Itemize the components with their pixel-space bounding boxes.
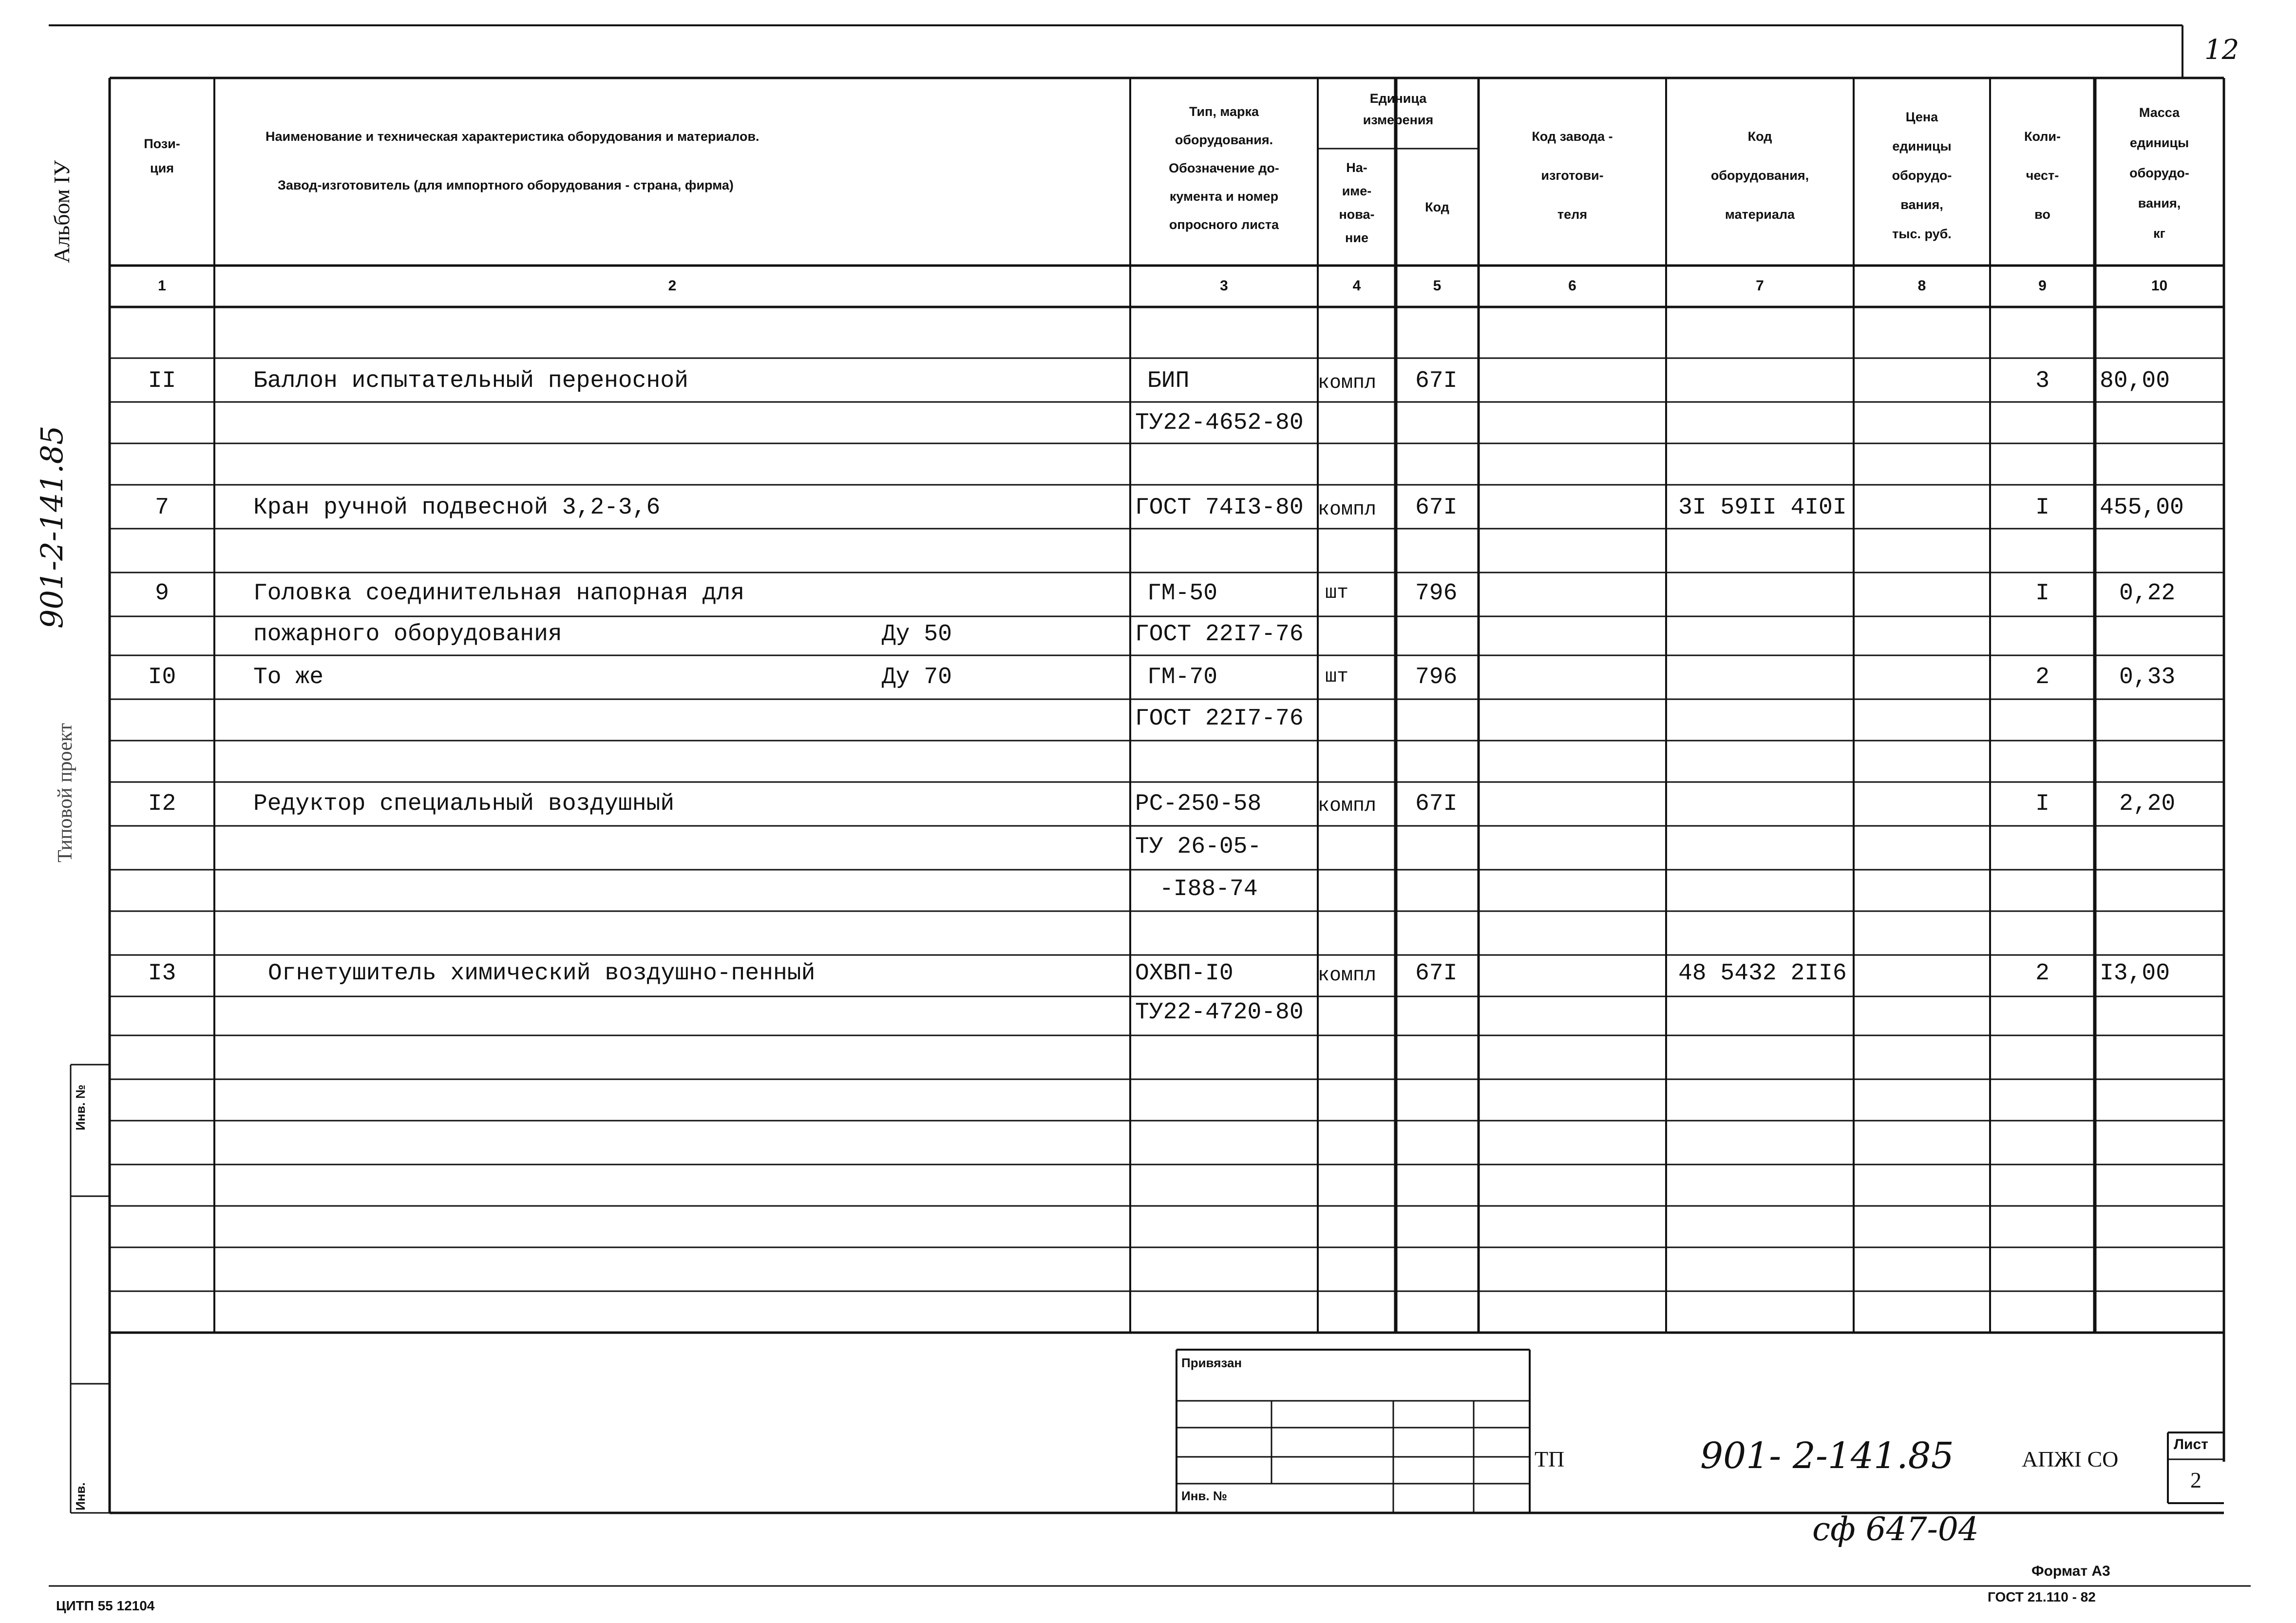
document-number: 901- 2-141.85 <box>1700 1435 1954 1477</box>
cell-unit-code: 796 <box>1415 580 1458 607</box>
tp-label: ТП <box>1535 1447 1565 1471</box>
cell-unit-code: 67I <box>1415 960 1458 987</box>
column-number: 6 <box>1568 278 1576 294</box>
header-unit-name: На- име- нова- ние <box>1339 160 1375 245</box>
cell-unit: компл <box>1318 965 1377 987</box>
cell-quantity: I <box>2035 791 2049 817</box>
document-mark: АПЖI СО <box>2022 1447 2119 1471</box>
column-number: 7 <box>1756 278 1764 294</box>
cell-type: ТУ22-4720-80 <box>1135 999 1304 1026</box>
cell-type: РС-250-58 <box>1135 791 1262 817</box>
cell-nominal-diameter: Ду 70 <box>882 664 952 690</box>
column-number: 2 <box>668 278 677 294</box>
cell-mass: 455,00 <box>2100 495 2184 521</box>
column-number: 10 <box>2151 278 2168 294</box>
header-name-line1: Наименование и техническая характеристика оборудования и материалов. <box>266 129 759 144</box>
cell-type: ГМ-70 <box>1147 664 1218 690</box>
handwritten-annotation: сф 647-04 <box>1812 1510 1979 1548</box>
header-type: Тип, марка оборудования. Обозначение до- кумента и номер опросного листа <box>1169 104 1279 232</box>
cell-quantity: 2 <box>2035 960 2049 987</box>
column-number: 3 <box>1220 278 1228 294</box>
cell-mass: I3,00 <box>2100 960 2170 987</box>
cell-unit: шт <box>1325 666 1349 688</box>
cell-type: ГОСТ 22I7-76 <box>1135 706 1304 732</box>
cell-mass: 80,00 <box>2100 368 2170 394</box>
header-manufacturer-code: Код завода - изготови- теля <box>1532 129 1613 222</box>
cell-name: Кран ручной подвесной 3,2-3,6 <box>253 495 661 521</box>
cell-name: То же <box>253 664 324 690</box>
cell-quantity: 2 <box>2035 664 2049 690</box>
cell-unit-code: 67I <box>1415 368 1458 394</box>
album-label: Альбом IУ <box>49 160 74 263</box>
sheet-label: Лист <box>2174 1436 2208 1452</box>
cell-type: ТУ22-4652-80 <box>1135 410 1304 436</box>
project-code-label: 901-2-141.85 <box>34 425 70 629</box>
citp-label: ЦИТП 55 12104 <box>56 1598 155 1613</box>
cell-type: ГМ-50 <box>1147 580 1218 607</box>
cell-quantity: I <box>2035 495 2049 521</box>
header-name-line2: Завод-изготовитель (для импортного оборудования - страна, фирма) <box>278 178 734 192</box>
cell-position: I0 <box>148 664 176 690</box>
cell-type: ГОСТ 74I3-80 <box>1135 495 1304 521</box>
cell-mass: 0,22 <box>2119 580 2176 607</box>
header-unit-mass: Масса единицы оборудо- вания, кг <box>2129 105 2189 241</box>
cell-position: I2 <box>148 791 176 817</box>
inv-bottom-label: Инв. <box>73 1482 88 1510</box>
cell-type: -I88-74 <box>1159 876 1258 902</box>
cell-unit: компл <box>1318 372 1377 394</box>
cell-mass: 2,20 <box>2119 791 2176 817</box>
cell-type: БИП <box>1147 368 1190 394</box>
sheet-number: 2 <box>2190 1468 2201 1492</box>
header-material-code: Код оборудования, материала <box>1710 129 1809 222</box>
header-unit-price: Цена единицы оборудо- вания, тыс. руб. <box>1892 110 1952 241</box>
cell-position: I3 <box>148 960 176 987</box>
column-number: 9 <box>2038 278 2047 294</box>
cell-type: ОХВП-I0 <box>1135 960 1233 987</box>
cell-position: 7 <box>155 495 169 521</box>
cell-position: II <box>148 368 176 394</box>
cell-unit: компл <box>1318 795 1377 817</box>
format-label: Формат А3 <box>2031 1563 2110 1579</box>
inv-number-label: Инв. № <box>1181 1489 1227 1503</box>
cell-unit: шт <box>1325 582 1349 604</box>
column-number: 5 <box>1433 278 1442 294</box>
cell-unit-code: 67I <box>1415 495 1458 521</box>
cell-quantity: I <box>2035 580 2049 607</box>
cell-position: 9 <box>155 580 169 607</box>
inv-top-label: Инв. № <box>73 1085 88 1130</box>
cell-type: ТУ 26-05- <box>1135 834 1262 860</box>
cell-material-code: 3I 59II 4I0I <box>1678 495 1847 521</box>
cell-quantity: 3 <box>2035 368 2049 394</box>
column-number: 1 <box>158 278 166 294</box>
cell-unit: компл <box>1318 499 1377 521</box>
cell-name: Огнетушитель химический воздушно-пенный <box>268 960 816 987</box>
cell-type: ГОСТ 22I7-76 <box>1135 621 1304 648</box>
cell-unit-code: 67I <box>1415 791 1458 817</box>
cell-name: пожарного оборудования <box>253 621 562 648</box>
cell-nominal-diameter: Ду 50 <box>882 621 952 648</box>
cell-name: Головка соединительная напорная для <box>253 580 745 607</box>
column-number: 4 <box>1352 278 1361 294</box>
cell-material-code: 48 5432 2II6 <box>1678 960 1847 987</box>
header-position: Пози- ция <box>144 136 180 175</box>
column-number: 8 <box>1917 278 1926 294</box>
gost-label: ГОСТ 21.110 - 82 <box>1988 1589 2096 1604</box>
header-units-group: Единица измерения <box>1363 91 1434 127</box>
project-type-label: Типовой проект <box>54 723 76 862</box>
cell-mass: 0,33 <box>2119 664 2176 690</box>
header-quantity: Коли- чест- во <box>2024 129 2061 222</box>
header-unit-code: Код <box>1425 200 1449 214</box>
cell-unit-code: 796 <box>1415 664 1458 690</box>
corner-sheet-number: 12 <box>2204 34 2239 66</box>
privyazan-label: Привязан <box>1181 1356 1242 1370</box>
cell-name: Баллон испытательный переносной <box>253 368 688 394</box>
cell-name: Редуктор специальный воздушный <box>253 791 675 817</box>
